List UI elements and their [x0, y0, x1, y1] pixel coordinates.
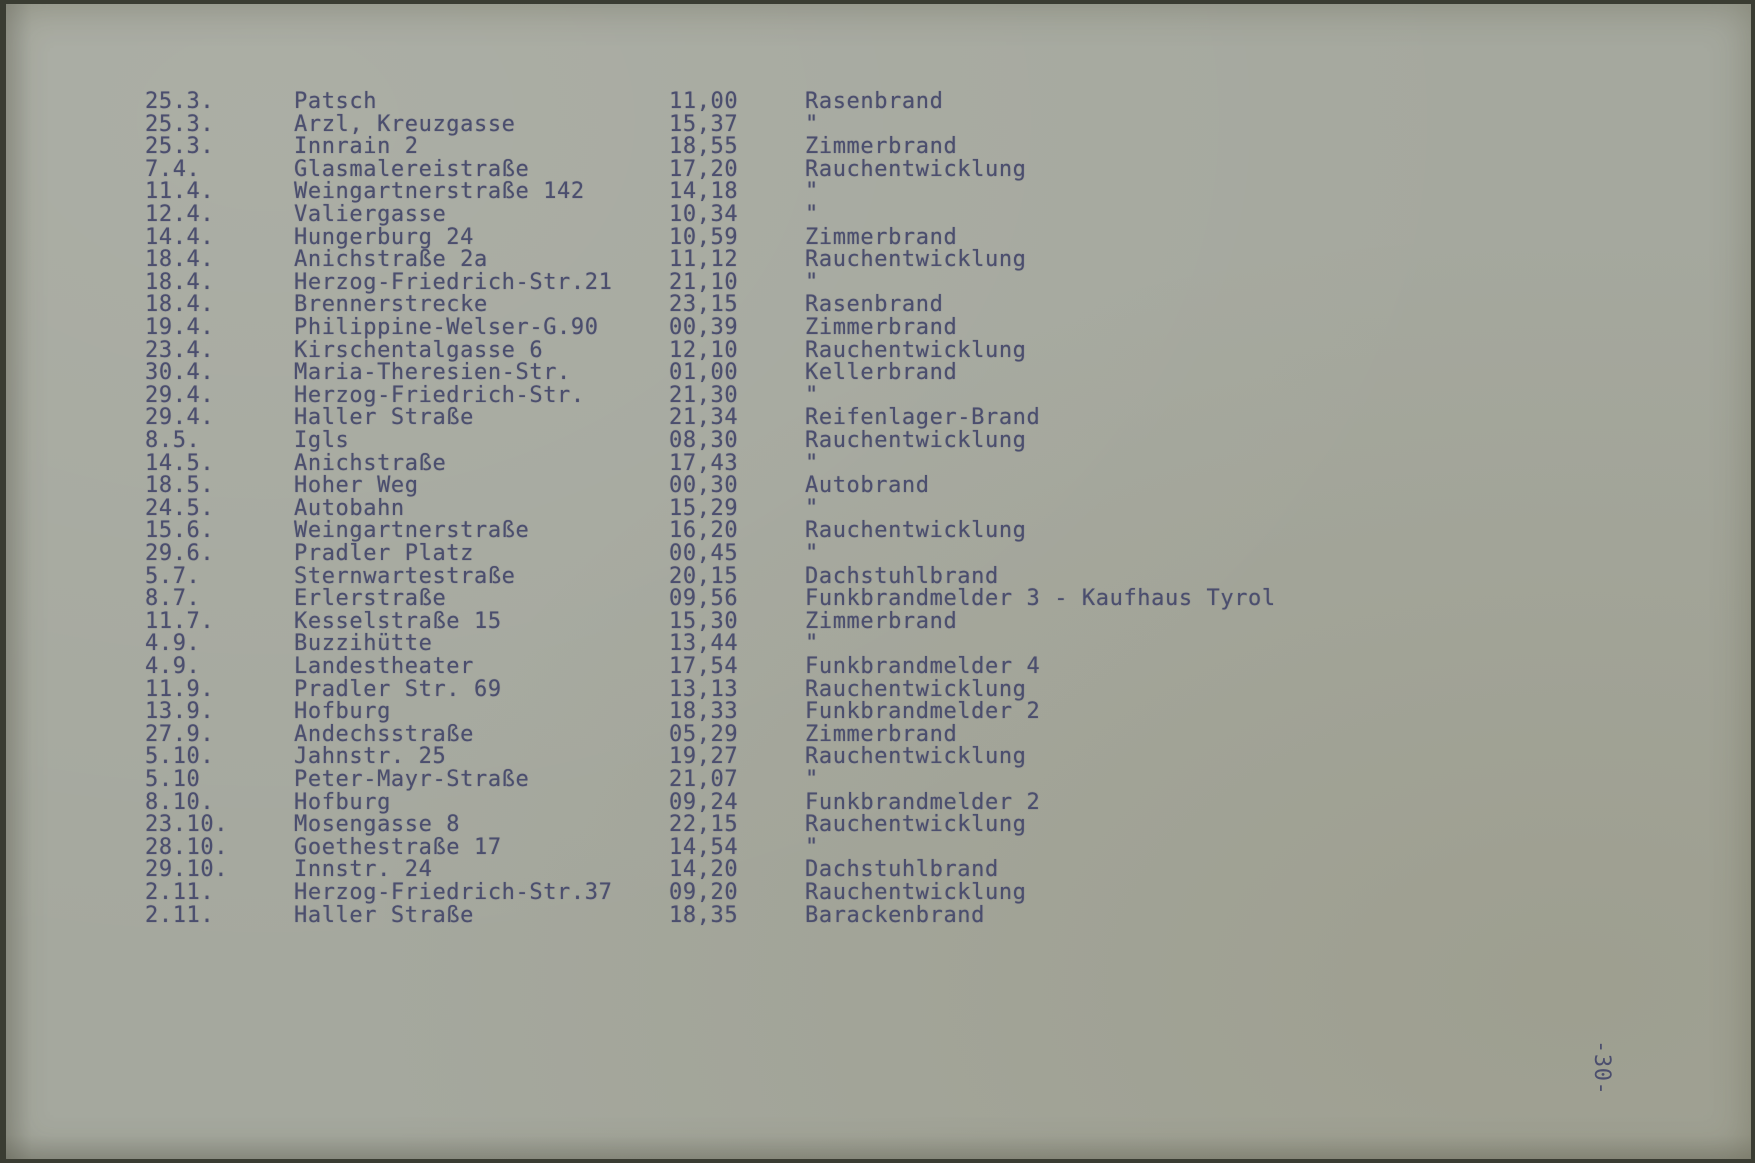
- incident-date: 25.3.: [145, 89, 215, 114]
- incident-type: ": [805, 450, 819, 476]
- incident-time: 11,00: [669, 89, 739, 114]
- incident-location: Anichstraße: [294, 450, 447, 476]
- incident-type: ": [805, 767, 819, 792]
- incident-time: 01,00: [669, 360, 739, 386]
- incident-date: 23.4.: [145, 337, 215, 363]
- incident-date: 11.4.: [145, 179, 215, 205]
- incident-row: [6, 496, 1751, 521]
- incident-location: Hoher Weg: [294, 473, 419, 499]
- incident-row: [6, 722, 1751, 747]
- incident-time: 09,20: [669, 880, 739, 905]
- incident-location: Weingartnerstraße 142: [294, 179, 585, 205]
- incident-type: Rauchentwicklung: [805, 518, 1027, 544]
- incident-date: 15.6.: [145, 518, 215, 544]
- incident-row: [6, 857, 1751, 882]
- incident-location: Herzog-Friedrich-Str.37: [294, 880, 613, 905]
- incident-row: [6, 880, 1751, 905]
- incident-time: 09,56: [669, 586, 739, 612]
- incident-location: Herzog-Friedrich-Str.: [294, 382, 585, 408]
- incident-location: Andechsstraße: [294, 721, 474, 747]
- incident-time: 10,34: [669, 202, 739, 227]
- incident-time: 05,29: [669, 721, 739, 747]
- incident-location: Sternwartestraße: [294, 563, 516, 589]
- incident-time: 21,07: [669, 767, 739, 792]
- incident-date: 19.4.: [145, 315, 215, 340]
- incident-date: 18.4.: [145, 269, 215, 295]
- incident-date: 29.10.: [145, 857, 229, 883]
- incident-date: 27.9.: [145, 721, 215, 747]
- incident-time: 20,15: [669, 563, 739, 589]
- incident-row: [6, 292, 1751, 317]
- document-page: [6, 4, 1751, 1159]
- incident-location: Igls: [294, 428, 350, 453]
- incident-location: Autobahn: [294, 495, 405, 521]
- incident-row: [6, 609, 1751, 634]
- incident-date: 18.4.: [145, 247, 215, 273]
- incident-time: 15,30: [669, 608, 739, 634]
- incident-date: 11.7.: [145, 608, 215, 634]
- incident-date: 25.3.: [145, 111, 215, 137]
- incident-date: 12.4.: [145, 202, 215, 227]
- incident-date: 14.5.: [145, 450, 215, 476]
- incident-time: 18,35: [669, 902, 739, 928]
- incident-row: [6, 541, 1751, 566]
- incident-time: 16,20: [669, 518, 739, 544]
- incident-type: ": [805, 382, 819, 408]
- incident-row: [6, 586, 1751, 611]
- incident-date: 4.9.: [145, 654, 201, 679]
- incident-time: 08,30: [669, 428, 739, 453]
- incident-date: 13.9.: [145, 699, 215, 725]
- incident-row: [6, 383, 1751, 408]
- incident-type: ": [805, 202, 819, 227]
- incident-row: [6, 677, 1751, 702]
- incident-type: Funkbrandmelder 4: [805, 654, 1041, 679]
- incident-location: Patsch: [294, 89, 378, 114]
- incident-type: Rauchentwicklung: [805, 337, 1027, 363]
- incident-type: Rauchentwicklung: [805, 812, 1027, 838]
- incident-row: [6, 473, 1751, 498]
- incident-type: Funkbrandmelder 2: [805, 789, 1041, 815]
- incident-location: Hofburg: [294, 699, 391, 725]
- incident-type: Funkbrandmelder 3 - Kaufhaus Tyrol: [805, 586, 1276, 612]
- incident-type: Rauchentwicklung: [805, 156, 1027, 182]
- incident-type: ": [805, 834, 819, 860]
- incident-row: [6, 451, 1751, 476]
- incident-type: Zimmerbrand: [805, 608, 958, 634]
- incident-time: 14,54: [669, 834, 739, 860]
- incident-date: 18.5.: [145, 473, 215, 499]
- incident-location: Landestheater: [294, 654, 474, 679]
- incident-location: Mosengasse 8: [294, 812, 461, 838]
- incident-date: 5.10: [145, 767, 201, 792]
- incident-date: 24.5.: [145, 495, 215, 521]
- incident-type: ": [805, 179, 819, 205]
- incident-row: [6, 338, 1751, 363]
- incident-row: [6, 654, 1751, 679]
- incident-type: Dachstuhlbrand: [805, 563, 999, 589]
- incident-date: 8.5.: [145, 428, 201, 453]
- incident-time: 19,27: [669, 744, 739, 770]
- incident-location: Kirschentalgasse 6: [294, 337, 544, 363]
- incident-row: [6, 518, 1751, 543]
- incident-time: 17,43: [669, 450, 739, 476]
- incident-location: Erlerstraße: [294, 586, 447, 612]
- incident-location: Innrain 2: [294, 134, 419, 160]
- incident-row: [6, 699, 1751, 724]
- incident-row: [6, 767, 1751, 792]
- incident-type: Kellerbrand: [805, 360, 958, 386]
- incident-time: 14,20: [669, 857, 739, 883]
- incident-type: ": [805, 111, 819, 137]
- incident-date: 4.9.: [145, 631, 201, 657]
- incident-row: [6, 564, 1751, 589]
- incident-location: Innstr. 24: [294, 857, 433, 883]
- incident-type: Autobrand: [805, 473, 930, 499]
- incident-row: [6, 744, 1751, 769]
- incident-date: 7.4.: [145, 156, 201, 182]
- incident-type: Zimmerbrand: [805, 224, 958, 250]
- incident-type: Reifenlager-Brand: [805, 405, 1041, 431]
- incident-time: 15,29: [669, 495, 739, 521]
- incident-date: 2.11.: [145, 880, 215, 905]
- incident-location: Buzzihütte: [294, 631, 433, 657]
- incident-time: 10,59: [669, 224, 739, 250]
- incident-location: Maria-Theresien-Str.: [294, 360, 571, 386]
- incident-row: [6, 157, 1751, 182]
- incident-row: [6, 89, 1751, 114]
- incident-time: 15,37: [669, 111, 739, 137]
- incident-date: 8.10.: [145, 789, 215, 815]
- incident-type: ": [805, 269, 819, 295]
- incident-location: Hungerburg 24: [294, 224, 474, 250]
- incident-location: Hofburg: [294, 789, 391, 815]
- incident-location: Kesselstraße 15: [294, 608, 502, 634]
- incident-type: Zimmerbrand: [805, 721, 958, 747]
- incident-location: Haller Straße: [294, 405, 474, 431]
- incident-type: ": [805, 631, 819, 657]
- incident-row: [6, 202, 1751, 227]
- incident-type: ": [805, 495, 819, 521]
- incident-time: 18,33: [669, 699, 739, 725]
- incident-type: Rauchentwicklung: [805, 247, 1027, 273]
- incident-location: Haller Straße: [294, 902, 474, 928]
- incident-date: 23.10.: [145, 812, 229, 838]
- incident-row: [6, 225, 1751, 250]
- incident-time: 17,20: [669, 156, 739, 182]
- incident-row: [6, 179, 1751, 204]
- incident-date: 11.9.: [145, 676, 215, 702]
- incident-time: 21,34: [669, 405, 739, 431]
- incident-row: [6, 270, 1751, 295]
- incident-row: [6, 790, 1751, 815]
- incident-time: 23,15: [669, 292, 739, 318]
- incident-date: 18.4.: [145, 292, 215, 318]
- incident-location: Valiergasse: [294, 202, 447, 227]
- incident-time: 00,45: [669, 541, 739, 566]
- incident-time: 09,24: [669, 789, 739, 815]
- incident-location: Goethestraße 17: [294, 834, 502, 860]
- incident-type: Zimmerbrand: [805, 315, 958, 340]
- incident-row: [6, 112, 1751, 137]
- incident-type: Zimmerbrand: [805, 134, 958, 160]
- incident-row: [6, 631, 1751, 656]
- incident-location: Glasmalereistraße: [294, 156, 530, 182]
- incident-time: 21,30: [669, 382, 739, 408]
- incident-row: [6, 315, 1751, 340]
- incident-row: [6, 428, 1751, 453]
- incident-time: 22,15: [669, 812, 739, 838]
- incident-type: Rauchentwicklung: [805, 744, 1027, 770]
- incident-location: Weingartnerstraße: [294, 518, 530, 544]
- incident-location: Arzl, Kreuzgasse: [294, 111, 516, 137]
- incident-date: 29.4.: [145, 382, 215, 408]
- incident-location: Anichstraße 2a: [294, 247, 488, 273]
- incident-time: 14,18: [669, 179, 739, 205]
- incident-time: 00,30: [669, 473, 739, 499]
- incident-date: 29.4.: [145, 405, 215, 431]
- incident-time: 13,13: [669, 676, 739, 702]
- page-number: -30-: [1589, 1040, 1614, 1096]
- incident-date: 5.10.: [145, 744, 215, 770]
- incident-location: Philippine-Welser-G.90: [294, 315, 599, 340]
- incident-type: Dachstuhlbrand: [805, 857, 999, 883]
- incident-location: Pradler Str. 69: [294, 676, 502, 702]
- incident-date: 25.3.: [145, 134, 215, 160]
- incident-type: Rasenbrand: [805, 89, 944, 114]
- incident-type: Rauchentwicklung: [805, 428, 1027, 453]
- incident-type: ": [805, 541, 819, 566]
- incident-time: 21,10: [669, 269, 739, 295]
- incident-location: Herzog-Friedrich-Str.21: [294, 269, 613, 295]
- incident-time: 12,10: [669, 337, 739, 363]
- incident-type: Funkbrandmelder 2: [805, 699, 1041, 725]
- incident-date: 28.10.: [145, 834, 229, 860]
- incident-row: [6, 812, 1751, 837]
- incident-location: Jahnstr. 25: [294, 744, 447, 770]
- incident-row: [6, 835, 1751, 860]
- incident-type: Barackenbrand: [805, 902, 985, 928]
- incident-location: Brennerstrecke: [294, 292, 488, 318]
- incident-date: 29.6.: [145, 541, 215, 566]
- incident-type: Rauchentwicklung: [805, 880, 1027, 905]
- incident-row: [6, 360, 1751, 385]
- incident-time: 00,39: [669, 315, 739, 340]
- incident-date: 30.4.: [145, 360, 215, 386]
- incident-type: Rasenbrand: [805, 292, 944, 318]
- incident-row: [6, 903, 1751, 928]
- incident-location: Pradler Platz: [294, 541, 474, 566]
- incident-time: 13,44: [669, 631, 739, 657]
- incident-type: Rauchentwicklung: [805, 676, 1027, 702]
- incident-time: 17,54: [669, 654, 739, 679]
- incident-row: [6, 247, 1751, 272]
- incident-date: 14.4.: [145, 224, 215, 250]
- incident-time: 18,55: [669, 134, 739, 160]
- incident-date: 5.7.: [145, 563, 201, 589]
- incident-date: 8.7.: [145, 586, 201, 612]
- incident-location: Peter-Mayr-Straße: [294, 767, 530, 792]
- incident-row: [6, 405, 1751, 430]
- incident-row: [6, 134, 1751, 159]
- incident-time: 11,12: [669, 247, 739, 273]
- incident-date: 2.11.: [145, 902, 215, 928]
